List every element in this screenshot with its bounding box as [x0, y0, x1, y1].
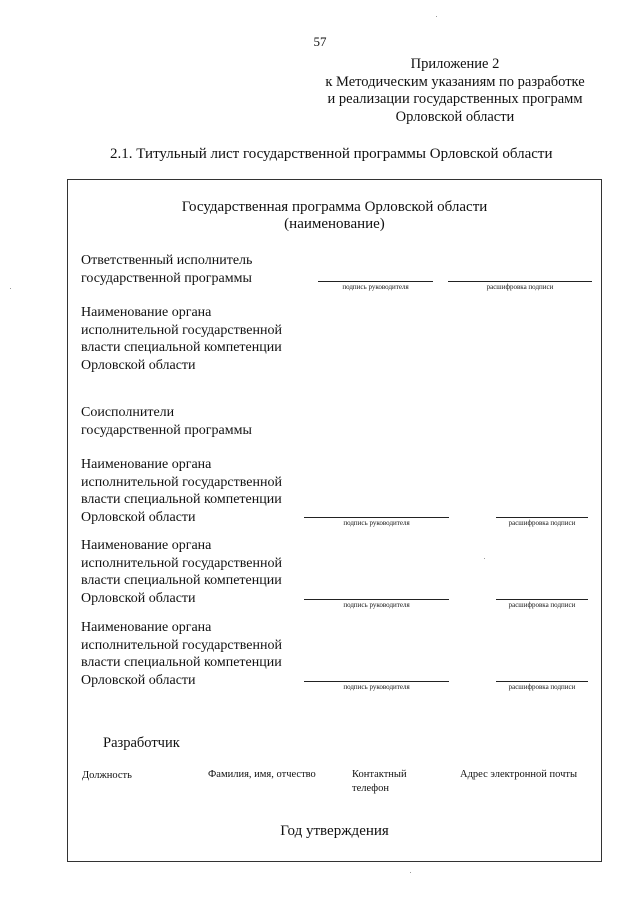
- position-label: Должность: [82, 770, 132, 781]
- decode-line: [496, 599, 588, 600]
- program-title: Государственная программа Орловской области: [181, 199, 488, 215]
- coexecutor-org-label: Наименование органа исполнительной государственной власти специальной компетенции Орловской области: [81, 538, 282, 606]
- approval-year-label: Год утверждения: [280, 823, 389, 839]
- full-name-label: Фамилия, имя, отчество: [208, 769, 316, 780]
- email-label: Адрес электронной почты: [460, 769, 578, 780]
- decode-caption: расшифровка подписи: [508, 519, 576, 527]
- responsible-org-label: Наименование органа исполнительной государственной власти специальной компетенции Орловской области: [81, 305, 282, 373]
- coexecutor-org-label: Наименование органа исполнительной государственной власти специальной компетенции Орловской области: [81, 457, 282, 525]
- signature-line: [318, 281, 433, 282]
- scan-speck: [484, 558, 485, 559]
- coexecutors-label: Соисполнители государственной программы: [81, 405, 252, 438]
- decode-line: [448, 281, 592, 282]
- program-subtitle: (наименование): [284, 216, 385, 232]
- decode-caption: расшифровка подписи: [508, 601, 576, 609]
- signature-caption: подпись руководителя: [343, 683, 410, 691]
- appendix-line: к Методическим указаниям по разработке: [325, 73, 585, 90]
- section-title: 2.1. Титульный лист государственной программы Орловской области: [110, 146, 553, 162]
- responsible-executor-label: Ответственный исполнитель государственной программы: [81, 253, 253, 286]
- contact-phone-label: Контактный телефон: [352, 769, 407, 794]
- appendix-header: [295, 56, 615, 126]
- scan-speck: [436, 16, 437, 17]
- signature-caption: подпись руководителя: [343, 601, 410, 609]
- page-number: 57: [313, 34, 327, 49]
- scan-speck: [10, 288, 11, 289]
- scan-speck: [410, 872, 411, 873]
- appendix-line: и реализации государственных программ: [327, 91, 583, 107]
- signature-caption: подпись руководителя: [342, 283, 409, 291]
- signature-caption: подпись руководителя: [343, 519, 410, 527]
- decode-caption: расшифровка подписи: [486, 283, 554, 291]
- appendix-line: Орловской области: [395, 108, 515, 125]
- signature-line: [304, 599, 449, 600]
- signature-line: [304, 517, 449, 518]
- signature-line: [304, 681, 449, 682]
- developer-heading: Разработчик: [103, 735, 180, 751]
- coexecutor-org-label: Наименование органа исполнительной государственной власти специальной компетенции Орловской области: [81, 620, 282, 688]
- decode-caption: расшифровка подписи: [508, 683, 576, 691]
- decode-line: [496, 517, 588, 518]
- appendix-line: Приложение 2: [410, 56, 500, 72]
- decode-line: [496, 681, 588, 682]
